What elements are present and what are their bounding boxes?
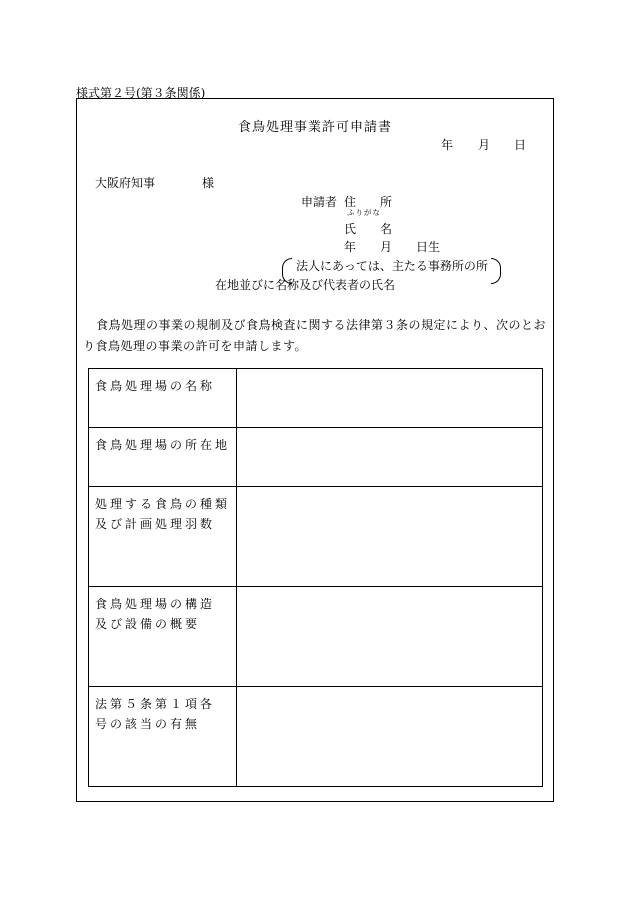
- address-label-1: 住: [344, 195, 357, 209]
- table-row: [89, 428, 543, 487]
- date-month: 月: [478, 138, 491, 152]
- row-label: [89, 428, 237, 487]
- row-value-cell[interactable]: [237, 687, 543, 787]
- row-label-line: 食鳥処理場の名称: [95, 379, 216, 393]
- row-value-cell[interactable]: [237, 587, 543, 687]
- applicant-label: 申請者: [301, 195, 338, 209]
- body-text: 食鳥処理の事業の規制及び食鳥検査に関する法律第３条の規定により、次のとおり食鳥処理の事業の許可を申請します。: [83, 318, 547, 353]
- row-label-line: 食鳥処理場の構造: [95, 597, 216, 611]
- name-label-1: 氏: [344, 222, 357, 236]
- row-label-line: 及び設備の概要: [95, 617, 201, 631]
- table-row: [89, 369, 543, 428]
- form-number: 様式第２号(第３条関係): [76, 86, 206, 100]
- application-table: [88, 368, 543, 787]
- corporate-note-line-1: 法人にあっては、主たる事務所の所: [296, 259, 488, 273]
- table-row: [89, 687, 543, 787]
- row-label-line: 処理する食鳥の種類: [95, 497, 231, 511]
- birth-day: 日生: [416, 240, 441, 254]
- address-label-2: 所: [380, 195, 393, 209]
- row-label: [89, 587, 237, 687]
- row-label-line: 食鳥処理場の所在地: [95, 438, 231, 452]
- row-label-line: 号の該当の有無: [95, 717, 201, 731]
- date-day: 日: [514, 138, 527, 152]
- row-label: [89, 687, 237, 787]
- addressee-honorific: 様: [202, 176, 215, 190]
- table-row: [89, 487, 543, 587]
- row-value-cell[interactable]: [237, 369, 543, 428]
- table-row: [89, 587, 543, 687]
- row-label-line: 法第５条第１項各: [95, 697, 216, 711]
- row-label: [89, 487, 237, 587]
- corporate-note-line-2: 在地並びに名称及び代表者の氏名: [215, 278, 396, 292]
- date-year: 年: [441, 138, 454, 152]
- document-title: 食鳥処理事業許可申請書: [237, 120, 392, 135]
- row-label: [89, 369, 237, 428]
- row-label-line: 及び計画処理羽数: [95, 517, 216, 531]
- furigana-label: ふりがな: [347, 208, 381, 217]
- row-value-cell[interactable]: [237, 428, 543, 487]
- birth-month: 月: [380, 240, 393, 254]
- birth-year: 年: [344, 240, 357, 254]
- name-label-2: 名: [380, 222, 393, 236]
- row-value-cell[interactable]: [237, 487, 543, 587]
- addressee-name: 大阪府知事: [95, 176, 156, 190]
